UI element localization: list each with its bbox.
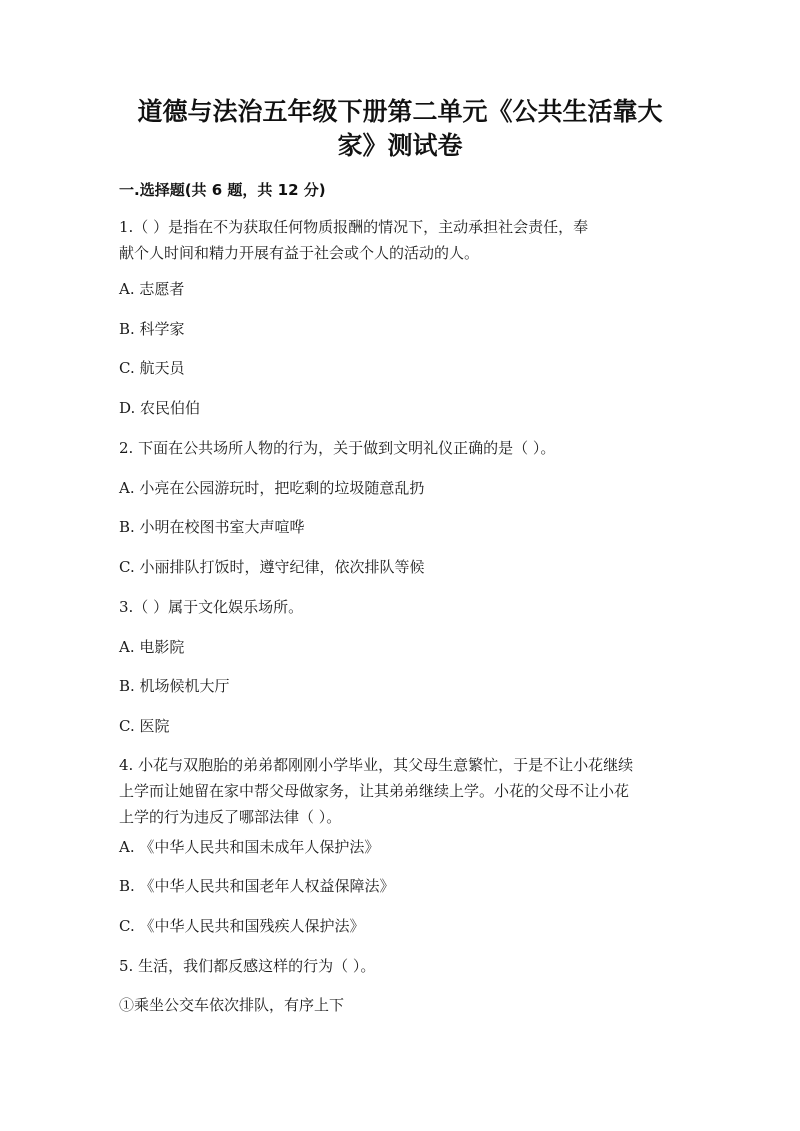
- question-stem-line: 上学而让她留在家中帮父母做家务，让其弟弟继续上学。小花的父母不让小花: [119, 782, 630, 800]
- question-3-option-c: C. 医院: [119, 717, 170, 735]
- question-1-option-a: A. 志愿者: [119, 280, 185, 298]
- question-2-option-c: C. 小丽排队打饭时，遵守纪律，依次排队等候: [119, 558, 425, 576]
- question-stem-line: 4. 小花与双胞胎的弟弟都刚刚小学毕业，其父母生意繁忙，于是不让小花继续: [119, 756, 634, 774]
- question-stem-line: 3.（ ）属于文化娱乐场所。: [119, 598, 304, 616]
- question-stem-line: 2. 下面在公共场所人物的行为，关于做到文明礼仪正确的是（ ）。: [119, 439, 556, 457]
- question-1-option-d: D. 农民伯伯: [119, 399, 201, 417]
- question-4-stem: [119, 752, 679, 830]
- question-3-stem: [119, 594, 679, 620]
- section-heading: 一.选择题(共 6 题，共 12 分): [119, 181, 326, 199]
- question-4-option-c: C. 《中华人民共和国残疾人保护法》: [119, 917, 365, 935]
- question-stem-line: 5. 生活，我们都反感这样的行为（ ）。: [119, 957, 376, 975]
- question-2-option-a: A. 小亮在公园游玩时，把吃剩的垃圾随意乱扔: [119, 479, 425, 497]
- question-stem-line: 1.（ ）是指在不为获取任何物质报酬的情况下，主动承担社会责任，奉: [119, 218, 589, 236]
- question-1-stem: [119, 214, 679, 266]
- question-5-stem: [119, 953, 679, 979]
- question-3-option-b: B. 机场候机大厅: [119, 677, 230, 695]
- question-2-stem: [119, 435, 679, 461]
- question-1-option-c: C. 航天员: [119, 359, 185, 377]
- question-1-option-b: B. 科学家: [119, 320, 185, 338]
- question-4-option-a: A. 《中华人民共和国未成年人保护法》: [119, 838, 380, 856]
- question-3-option-a: A. 电影院: [119, 638, 185, 656]
- question-2-option-b: B. 小明在校图书室大声喧哗: [119, 518, 305, 536]
- question-stem-line: 献个人时间和精力开展有益于社会或个人的活动的人。: [119, 244, 480, 262]
- document-title: [100, 95, 700, 163]
- title-line-2: 家》测试卷: [337, 131, 463, 160]
- title-line-1: 道德与法治五年级下册第二单元《公共生活靠大: [137, 97, 663, 126]
- question-stem-line: 上学的行为违反了哪部法律（ ）。: [119, 808, 342, 826]
- question-4-option-b: B. 《中华人民共和国老年人权益保障法》: [119, 877, 395, 895]
- question-5-option-1: ①乘坐公交车依次排队，有序上下: [119, 996, 345, 1014]
